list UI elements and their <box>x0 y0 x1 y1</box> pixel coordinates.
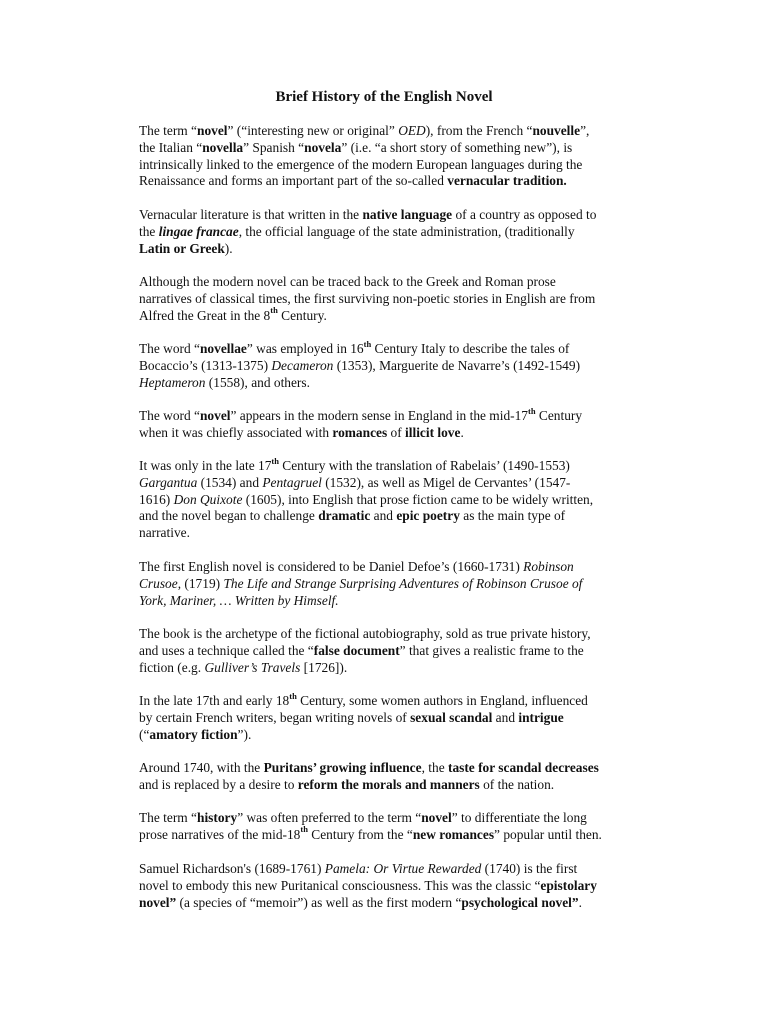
bold-term: new romances <box>412 826 495 842</box>
ordinal-superscript: th <box>270 305 278 316</box>
bold-term: nouvelle <box>532 123 581 138</box>
bold-term: reform the morals and manners <box>297 776 480 792</box>
text-run: (a species of “memoir”) as well as the first modern “ <box>176 894 462 910</box>
text-run: the <box>139 223 159 239</box>
ordinal-superscript: th <box>300 824 308 835</box>
text-run: ”). <box>237 726 252 742</box>
text-run: and <box>370 508 397 524</box>
text-run: Bocaccio’s (1313-1375) <box>139 357 272 373</box>
bold-term: novela <box>304 139 342 155</box>
paragraph-line <box>139 861 633 878</box>
italic-title: Decameron <box>271 357 334 373</box>
text-run: ” appears in the modern sense in England in the mid-17 <box>230 408 528 423</box>
text-run: , the <box>421 760 448 775</box>
text-run: narrative. <box>139 525 190 541</box>
paragraph-line <box>139 727 633 744</box>
bold-term: vernacular tradition. <box>447 173 567 189</box>
text-run: by certain French writers, began writing novels of <box>139 709 411 725</box>
text-run: Century, some women authors in England, influenced <box>296 693 588 708</box>
text-run: Renaissance and forms an important part of the so-called <box>139 173 448 189</box>
paragraph-line <box>139 207 633 224</box>
text-run: The term “ <box>139 123 197 138</box>
bold-term: history <box>197 810 238 825</box>
text-run: (1353), Marguerite de Navarre’s (1492-1549) <box>333 357 581 373</box>
text-run: [1726]). <box>300 659 348 675</box>
paragraph-line <box>139 455 633 475</box>
italic-title: Crusoe <box>139 575 178 591</box>
paragraph-line <box>139 305 633 325</box>
text-run: Although the modern novel can be traced back to the Greek and Roman prose <box>139 274 556 289</box>
text-run: (1605), into English that prose fiction came to be widely written, <box>242 491 594 507</box>
bold-term: novella <box>202 139 244 155</box>
text-run: ), from the French “ <box>425 123 533 138</box>
text-run: of a country as opposed to <box>452 207 597 222</box>
paragraph-line <box>139 405 633 425</box>
text-run: Century from the “ <box>307 826 413 842</box>
text-run: and is replaced by a desire to <box>139 776 298 792</box>
bold-term: novel” <box>139 894 177 910</box>
text-run: ” was often preferred to the term “ <box>237 810 422 825</box>
paragraph-novel-origin <box>139 123 633 190</box>
paragraph-line <box>139 358 633 375</box>
paragraph-line <box>139 593 633 610</box>
text-run: (“ <box>139 726 150 742</box>
text-run: . <box>460 424 464 440</box>
text-run: Century with the translation of Rabelais’ (1490-1553) <box>278 458 570 473</box>
ordinal-superscript: th <box>363 338 372 349</box>
paragraph-line <box>139 525 633 542</box>
italic-title: Pamela: Or Virtue Rewarded <box>324 861 482 876</box>
paragraph-line <box>139 123 633 140</box>
bold-term: dramatic <box>318 508 371 524</box>
text-run: Century Italy to describe the tales of <box>371 341 570 356</box>
paragraph-fictional-autobiography <box>139 626 633 676</box>
text-run: The first English novel is considered to be Daniel Defoe’s (1660-1731) <box>139 559 524 574</box>
bold-term: epic poetry <box>396 508 460 524</box>
text-run: ” was employed in 16 <box>246 341 364 356</box>
bold-term: false document <box>313 642 400 658</box>
bold-term: novel <box>199 408 231 423</box>
bold-term: epistolary <box>540 877 597 893</box>
italic-title: Gargantua <box>139 474 198 490</box>
bold-term: novel <box>197 123 228 138</box>
italic-title: Heptameron <box>139 374 206 390</box>
text-run: ” popular until then. <box>494 826 602 842</box>
text-run: ” (i.e. “a short story of something new”), is <box>341 139 573 155</box>
paragraph-line <box>139 643 633 660</box>
text-run: ”, <box>580 123 590 138</box>
paragraph-line <box>139 660 633 677</box>
text-run: when it was chiefly associated with <box>139 424 333 440</box>
text-run: ” Spanish “ <box>243 139 305 155</box>
text-run: Around 1740, with the <box>139 760 264 775</box>
text-run: Vernacular literature is that written in the <box>139 207 363 222</box>
text-run: as the main type of <box>459 508 566 524</box>
bold-term: intrigue <box>518 709 564 725</box>
paragraph-line <box>139 274 633 291</box>
bold-term: Latin or Greek <box>139 240 225 256</box>
text-run: of <box>387 424 406 440</box>
paragraph-line <box>139 559 633 576</box>
text-run: (1558), and others. <box>205 374 310 390</box>
bold-term: native language <box>362 207 453 222</box>
text-run: intrinsically linked to the emergence of the modern European languages during the <box>139 156 583 172</box>
paragraph-line <box>139 690 633 710</box>
paragraph-line <box>139 173 633 190</box>
paragraph-puritan-influence <box>139 760 633 794</box>
bold-term: Puritans’ growing influence <box>263 760 422 775</box>
paragraph-vernacular-literature <box>139 207 633 257</box>
text-run: ” that gives a realistic frame to the <box>399 642 584 658</box>
text-run: and uses a technique called the “ <box>139 642 314 658</box>
paragraph-line <box>139 338 633 358</box>
text-run: narratives of classical times, the first surviving non-poetic stories in English are from <box>139 290 596 306</box>
paragraph-line <box>139 576 633 593</box>
paragraph-line <box>139 140 633 157</box>
text-run: Century <box>535 408 583 423</box>
text-run: ). <box>224 240 233 256</box>
text-run: (1740) is the first <box>481 861 578 876</box>
paragraph-line <box>139 810 633 827</box>
text-run: Century. <box>277 307 327 323</box>
ordinal-superscript: th <box>289 690 297 701</box>
italic-title: The Life and Strange Surprising Adventures of Robinson Crusoe of <box>223 575 583 591</box>
text-run: (1532), as well as Migel de Cervantes’ (1547- <box>321 474 571 490</box>
paragraph-line <box>139 241 633 258</box>
paragraph-first-english-novel <box>139 559 633 609</box>
paragraph-line <box>139 475 633 492</box>
italic-title: Robinson <box>523 559 574 574</box>
text-run: prose narratives of the mid-18 <box>139 826 301 842</box>
text-run: of the nation. <box>479 776 555 792</box>
text-run: The word “ <box>139 341 200 356</box>
text-run: Alfred the Great in the 8 <box>139 307 271 323</box>
paragraph-novellae <box>139 338 633 391</box>
bold-term: illicit love <box>405 424 461 440</box>
paragraph-line <box>139 760 633 777</box>
paragraph-line <box>139 508 633 525</box>
text-run: the Italian “ <box>139 139 203 155</box>
text-run: fiction (e.g. <box>139 659 205 675</box>
bold-term: taste for scandal decreases <box>447 760 599 775</box>
text-run: The term “ <box>139 810 197 825</box>
text-run: (1534) and <box>197 474 263 490</box>
bold-term: lingae francae <box>158 223 239 239</box>
text-run: novel to embody this new Puritanical consciousness. This was the classic “ <box>139 877 541 893</box>
text-run: ” to differentiate the long <box>451 810 587 825</box>
paragraph-line <box>139 425 633 442</box>
text-run: , the official language of the state administration, (traditionally <box>238 223 575 239</box>
paragraph-line <box>139 895 633 912</box>
paragraph-line <box>139 157 633 174</box>
paragraph-line <box>139 291 633 308</box>
paragraph-line <box>139 224 633 241</box>
text-run: and <box>492 709 519 725</box>
italic-title: Gulliver’s Travels <box>204 659 301 675</box>
bold-term: amatory fiction <box>149 726 238 742</box>
paragraph-line <box>139 777 633 794</box>
paragraph-line <box>139 375 633 392</box>
paragraph-women-authors <box>139 690 633 743</box>
text-run: , (1719) <box>177 575 224 591</box>
bold-term: psychological novel” <box>461 894 579 910</box>
paragraph-classical-roots <box>139 274 633 324</box>
bold-term: novel <box>421 810 452 825</box>
text-run: In the late 17th and early 18 <box>139 693 290 708</box>
text-run: 1616) <box>139 491 174 507</box>
bold-term: romances <box>332 424 388 440</box>
text-run: . <box>578 894 582 910</box>
text-run: Samuel Richardson's (1689-1761) <box>139 861 325 876</box>
italic-title: Don Quixote <box>173 491 243 507</box>
paragraph-line <box>139 824 633 844</box>
bold-term: sexual scandal <box>410 709 493 725</box>
paragraph-line <box>139 626 633 643</box>
paragraph-richardson-pamela <box>139 861 633 911</box>
paragraph-modern-sense <box>139 405 633 442</box>
text-run: and the novel began to challenge <box>139 508 319 524</box>
italic-title: York, Mariner, … Written by Himself. <box>139 592 339 608</box>
text-run: The word “ <box>139 408 200 423</box>
paragraph-history-term <box>139 810 633 844</box>
text-run: It was only in the late 17 <box>139 458 272 473</box>
paragraph-prose-fiction <box>139 455 633 542</box>
ordinal-superscript: th <box>271 455 279 466</box>
ordinal-superscript: th <box>528 405 536 416</box>
bold-term: novellae <box>199 341 247 356</box>
italic-title: Pentagruel <box>262 474 322 490</box>
paragraph-line <box>139 878 633 895</box>
paragraph-line <box>139 710 633 727</box>
paragraph-line <box>139 492 633 509</box>
text-run: The book is the archetype of the fictional autobiography, sold as true private history, <box>139 626 591 641</box>
document-title: Brief History of the English Novel <box>275 89 493 105</box>
text-run: ” (“interesting new or original” <box>227 123 399 138</box>
italic-title: OED <box>398 123 426 138</box>
